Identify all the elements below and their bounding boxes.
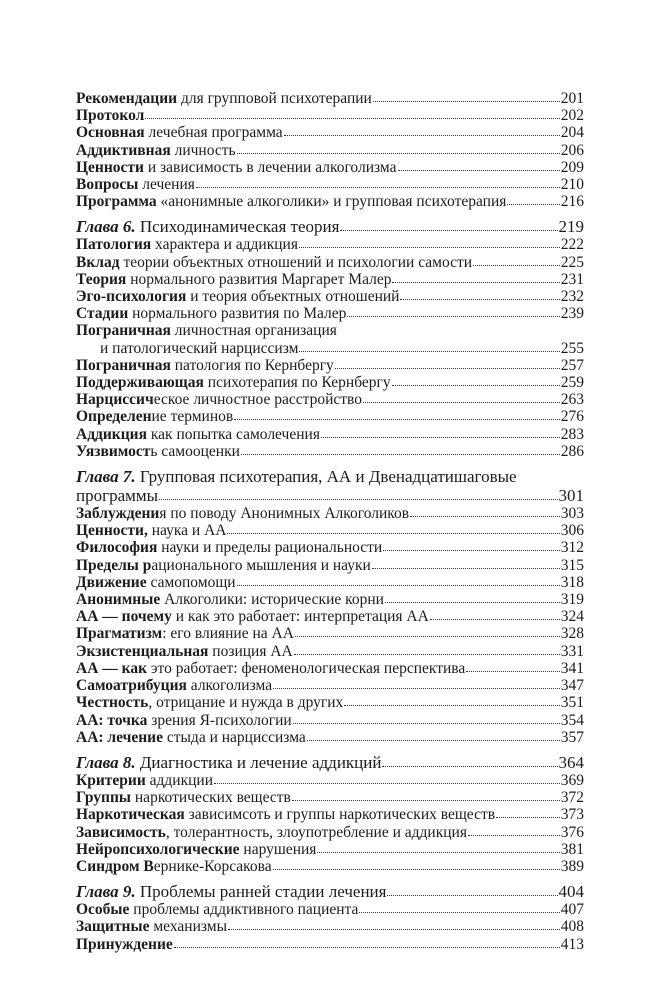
page-number: 328: [560, 625, 584, 643]
toc-entry[interactable]: [76, 936, 584, 953]
toc-entry[interactable]: [76, 408, 584, 425]
dot-leader: [400, 298, 559, 300]
toc-entry[interactable]: [76, 322, 584, 339]
entry-keyword: Патология: [76, 236, 152, 254]
toc-entry[interactable]: [76, 443, 584, 460]
entry-title: [76, 660, 465, 677]
entry-keyword: Теория: [76, 270, 127, 288]
toc-entry[interactable]: [76, 107, 584, 124]
page-number: 373: [560, 806, 584, 824]
entry-text: ационального мышления и науки: [151, 556, 371, 574]
page-number: 351: [560, 694, 584, 712]
chapter-section: [76, 217, 584, 460]
entry-keyword: Основная: [76, 124, 145, 142]
chapter-title: [76, 753, 381, 772]
entry-title: [76, 90, 372, 107]
page-number: 225: [560, 253, 584, 271]
entry-keyword: Эго-психология: [76, 288, 187, 306]
entry-text: и как это работает: интерпретация АА: [171, 608, 429, 626]
entry-title: [76, 625, 294, 642]
entry-text: науки и пределы рациональности: [157, 539, 383, 557]
table-of-contents: [76, 90, 584, 953]
entry-title: [76, 322, 337, 339]
entry-title: [76, 505, 409, 522]
entry-title: [76, 608, 429, 625]
dot-leader: [174, 946, 560, 948]
dot-leader: [273, 868, 560, 870]
entry-text: проблемы аддиктивного пациента: [129, 901, 359, 919]
chapter-title: [76, 217, 339, 236]
page-number: 303: [560, 505, 584, 523]
dot-leader: [340, 229, 557, 231]
dot-leader: [299, 246, 560, 248]
toc-entry[interactable]: [76, 824, 584, 841]
entry-text: «анонимные алкоголики» и групповая психотерапия: [156, 193, 507, 211]
entry-keyword: Ценности,: [76, 522, 148, 540]
entry-keyword: АА — как: [76, 659, 148, 677]
dot-leader: [373, 100, 560, 102]
dot-leader: [496, 816, 560, 818]
entry-title: [76, 643, 293, 660]
page-number: 259: [560, 374, 584, 392]
dot-leader: [234, 418, 560, 420]
page-number: 354: [560, 711, 584, 729]
toc-entry[interactable]: [76, 694, 584, 711]
page-number: 306: [560, 522, 584, 540]
chapter-label: Глава 6.: [76, 217, 136, 237]
chapter-label: Глава 9.: [76, 882, 136, 902]
toc-entry[interactable]: [76, 357, 584, 374]
toc-entry[interactable]: [76, 677, 584, 694]
entry-title: [76, 271, 391, 288]
entry-text: лечения: [138, 176, 195, 194]
toc-entry[interactable]: [76, 608, 584, 625]
entry-text-continuation: и патологический нарциссизм: [100, 339, 299, 357]
toc-entry[interactable]: [76, 789, 584, 806]
page-number: 341: [560, 659, 584, 677]
toc-entry[interactable]: [76, 391, 584, 408]
dot-leader: [295, 635, 560, 637]
entry-title: [76, 772, 213, 789]
toc-entry[interactable]: [76, 643, 584, 660]
toc-entry-continuation[interactable]: [76, 340, 584, 357]
entry-title: [76, 236, 298, 253]
entry-title: [76, 176, 195, 193]
toc-entry[interactable]: [76, 918, 584, 935]
page-number: 372: [560, 789, 584, 807]
toc-entry[interactable]: [76, 625, 584, 642]
entry-title: [76, 901, 358, 918]
entry-title: [76, 729, 306, 746]
page-number: 413: [560, 935, 584, 953]
page-number: 318: [560, 573, 584, 591]
page-number: 331: [560, 642, 584, 660]
dot-leader: [344, 704, 559, 706]
dot-leader: [159, 498, 557, 500]
entry-keyword: Синдром В: [76, 857, 154, 875]
page-number: 209: [560, 158, 584, 176]
toc-entry[interactable]: [76, 236, 584, 253]
page-number: 232: [560, 288, 584, 306]
dot-leader: [317, 851, 559, 853]
entry-keyword: Наркотическая: [76, 806, 185, 824]
dot-leader: [307, 739, 560, 741]
dot-leader: [321, 436, 560, 438]
entry-title: [76, 288, 399, 305]
toc-entry[interactable]: [76, 159, 584, 176]
page-number: 216: [560, 193, 584, 211]
entry-keyword: Философия: [76, 539, 158, 557]
toc-entry[interactable]: [76, 522, 584, 539]
dot-leader: [473, 264, 560, 266]
entry-text: самопомощи: [146, 573, 236, 591]
entry-text: зависимсоть и группы наркотических веществ: [184, 806, 496, 824]
toc-entry[interactable]: [76, 142, 584, 159]
toc-entry[interactable]: [76, 901, 584, 918]
page-number: 231: [560, 270, 584, 288]
entry-title: [76, 591, 384, 608]
toc-entry[interactable]: [76, 374, 584, 391]
entry-title: [76, 124, 283, 141]
entry-keyword: Вклад: [76, 253, 120, 271]
dot-leader: [292, 799, 560, 801]
entry-keyword: Принуждение: [76, 935, 173, 953]
entry-keyword: Критерии: [76, 771, 146, 789]
dot-leader: [398, 169, 560, 171]
entry-keyword: Движение: [76, 573, 147, 591]
dot-leader: [392, 384, 560, 386]
dot-leader: [387, 894, 557, 896]
entry-text: стыда и нарциссизма: [162, 728, 306, 746]
entry-text: , толерантность, злоупотребление и аддикция: [165, 823, 467, 841]
entry-keyword: Прагматизм: [76, 625, 163, 643]
chapter-name: Диагностика и лечение аддикций: [135, 752, 382, 772]
dot-leader: [410, 515, 560, 517]
entry-text: личностная организация: [170, 322, 337, 340]
entry-keyword: АА: точка: [76, 711, 148, 729]
toc-entry[interactable]: [76, 505, 584, 522]
toc-entry[interactable]: [76, 176, 584, 193]
chapter-heading[interactable]: [76, 753, 584, 772]
chapter-heading-continuation[interactable]: [76, 486, 584, 505]
toc-entry[interactable]: [76, 288, 584, 305]
chapter-section: [76, 882, 584, 953]
entry-text: ь самооценки: [150, 442, 240, 460]
entry-text: Алкоголики: исторические корни: [160, 591, 384, 609]
entry-text: психотерапия по Кернбергу: [203, 374, 391, 392]
page-number: 357: [560, 728, 584, 746]
chapter-label: Глава 7.: [76, 467, 136, 487]
entry-text: , отрицание и нужда в других: [148, 694, 344, 712]
page-number: 407: [560, 901, 584, 919]
dot-leader: [293, 722, 560, 724]
dot-leader: [359, 911, 559, 913]
page-number: 404: [558, 882, 584, 902]
entry-keyword: Рекомендации: [76, 90, 178, 107]
page-number: 312: [560, 539, 584, 557]
entry-keyword: Заблуждени: [76, 505, 160, 523]
page-number: 286: [560, 442, 584, 460]
dot-leader: [299, 350, 559, 352]
entry-title: [76, 391, 362, 408]
dot-leader: [227, 532, 559, 534]
entry-title: [76, 159, 397, 176]
entry-title: [76, 557, 371, 574]
entry-text: еское личностное расстройство: [153, 391, 362, 409]
entry-title: [76, 443, 240, 460]
page-number: 276: [560, 408, 584, 426]
dot-leader: [363, 401, 560, 403]
dot-leader: [145, 117, 559, 119]
entry-keyword: Протокол: [76, 107, 145, 125]
toc-entry[interactable]: [76, 660, 584, 677]
entry-text: характера и аддикция: [151, 236, 298, 254]
page-number: 201: [560, 90, 584, 107]
entry-keyword: Самоатрибуция: [76, 677, 187, 695]
entry-keyword: Поддерживающая: [76, 374, 204, 392]
toc-entry[interactable]: [76, 858, 584, 875]
entry-keyword: Уязвимост: [76, 442, 151, 460]
entry-title: [76, 539, 382, 556]
entry-keyword: Вопросы: [76, 176, 139, 194]
dot-leader: [392, 281, 559, 283]
page-number: 239: [560, 305, 584, 323]
entry-keyword: Особые: [76, 901, 130, 919]
toc-entry[interactable]: [76, 574, 584, 591]
entry-text: ие терминов: [151, 408, 234, 426]
entry-title: [76, 677, 272, 694]
entry-title: [76, 522, 226, 539]
toc-entry[interactable]: [76, 254, 584, 271]
page-number: 347: [560, 677, 584, 695]
page-number: 255: [560, 339, 584, 357]
chapter-title: [76, 882, 386, 901]
entry-keyword: Аддиктивная: [76, 141, 171, 159]
dot-leader: [237, 152, 560, 154]
chapter-title: [76, 467, 517, 486]
page-number: 283: [560, 425, 584, 443]
entry-text: зрения Я-психологии: [147, 711, 292, 729]
entry-title: [76, 841, 316, 858]
entry-text: я по поводу Анонимных Алкоголиков: [159, 505, 410, 523]
entry-text: наркотических веществ: [131, 789, 291, 807]
entry-text: и зависимость в лечении алкоголизма: [143, 158, 397, 176]
entry-keyword: Нарциссич: [76, 391, 154, 409]
toc-entry[interactable]: [76, 729, 584, 746]
entry-title: [76, 789, 291, 806]
dot-leader: [294, 653, 560, 655]
entry-title: [76, 305, 346, 322]
entry-title: [76, 824, 467, 841]
page-number: 315: [560, 556, 584, 574]
entry-title: [76, 574, 236, 591]
entry-text: : его влияние на АА: [162, 625, 294, 643]
entry-keyword: Пограничная: [76, 356, 171, 374]
dot-leader: [430, 618, 560, 620]
entry-text: нормального развития по Малер: [128, 305, 347, 323]
entry-keyword: Пределы р: [76, 556, 152, 574]
entry-title: [76, 193, 506, 210]
dot-leader: [273, 687, 560, 689]
chapter-name: Групповая психотерапия, АА и Двенадцатишаговые: [135, 467, 517, 487]
entry-title: [76, 918, 227, 935]
dot-leader: [241, 453, 560, 455]
toc-entry[interactable]: [76, 772, 584, 789]
entry-text: ернике-Корсакова: [153, 857, 272, 875]
page-number: 364: [558, 752, 584, 772]
chapter-label: Глава 8.: [76, 752, 136, 772]
chapter-heading[interactable]: [76, 217, 584, 236]
dot-leader: [214, 782, 560, 784]
entry-title: [76, 858, 272, 875]
entry-title: [76, 408, 233, 425]
dot-leader: [196, 186, 560, 188]
entry-keyword: Экзистенциальная: [76, 642, 209, 660]
dot-leader: [237, 584, 560, 586]
page-number: 369: [560, 771, 584, 789]
entry-title: [76, 107, 144, 124]
entry-text: аддикции: [145, 771, 214, 789]
page-number: 257: [560, 356, 584, 374]
dot-leader: [507, 203, 559, 205]
page-number: 381: [560, 840, 584, 858]
dot-leader: [382, 765, 557, 767]
entry-keyword: АА: лечение: [76, 728, 163, 746]
entry-keyword: Пограничная: [76, 322, 171, 340]
toc-entry[interactable]: [76, 806, 584, 823]
entry-title: [76, 426, 320, 443]
entry-title: [76, 142, 236, 159]
toc-entry[interactable]: [76, 426, 584, 443]
page-number: 210: [560, 176, 584, 194]
dot-leader: [468, 834, 560, 836]
chapter-heading[interactable]: [76, 882, 584, 901]
dot-leader: [385, 601, 560, 603]
dot-leader: [284, 134, 560, 136]
entry-keyword: Стадии: [76, 305, 129, 323]
entry-text: нарушения: [239, 840, 317, 858]
entry-keyword: Аддикция: [76, 425, 147, 443]
entry-title: [76, 694, 343, 711]
entry-keyword: АА — почему: [76, 608, 172, 626]
toc-entry[interactable]: [76, 539, 584, 556]
toc-entry[interactable]: [76, 90, 584, 107]
chapter-heading[interactable]: [76, 467, 584, 486]
entry-text: патология по Кернбергу: [170, 356, 334, 374]
page-number: 222: [560, 236, 584, 254]
dot-leader: [347, 315, 559, 317]
entry-title: [76, 712, 292, 729]
entry-text: это работает: феноменологическая перспектива: [147, 659, 466, 677]
entry-text: нормального развития Маргарет Малер: [126, 270, 392, 288]
dot-leader: [372, 567, 560, 569]
dot-leader: [228, 928, 560, 930]
entry-title: [76, 806, 495, 823]
entry-title: [76, 357, 334, 374]
toc-entry[interactable]: [76, 124, 584, 141]
dot-leader: [383, 549, 560, 551]
chapter-name: Проблемы ранней стадии лечения: [135, 882, 387, 902]
toc-entry[interactable]: [76, 712, 584, 729]
page-number: 219: [558, 217, 584, 237]
toc-section: [76, 90, 584, 210]
toc-entry[interactable]: [76, 305, 584, 322]
entry-text: личность: [170, 141, 236, 159]
entry-keyword: Ценности: [76, 158, 144, 176]
entry-text: теории объектных отношений и психологии самости: [119, 253, 473, 271]
page-number: 206: [560, 141, 584, 159]
toc-entry[interactable]: [76, 271, 584, 288]
entry-keyword: Нейропсихологические: [76, 840, 240, 858]
page-number: 389: [560, 857, 584, 875]
entry-title: [76, 254, 472, 271]
entry-title: [76, 374, 391, 391]
toc-entry[interactable]: [76, 841, 584, 858]
page-number: 202: [560, 107, 584, 125]
toc-entry[interactable]: [76, 591, 584, 608]
page-number: 376: [560, 823, 584, 841]
entry-title: [76, 936, 173, 953]
page-number: 319: [560, 591, 584, 609]
entry-keyword: Программа: [76, 193, 157, 211]
entry-keyword: Честность: [76, 694, 149, 712]
entry-text: механизмы: [149, 918, 227, 936]
page-number: 204: [560, 124, 584, 142]
entry-keyword: Анонимные: [76, 591, 161, 609]
dot-leader: [466, 670, 559, 672]
page-number: 408: [560, 918, 584, 936]
page-number: 263: [560, 391, 584, 409]
entry-keyword: Определен: [76, 408, 152, 426]
entry-keyword: Зависимость: [76, 823, 166, 841]
entry-text: как попытка самолечения: [146, 425, 320, 443]
chapter-section: [76, 753, 584, 875]
chapter-section: [76, 467, 584, 746]
chapter-name-continuation: программы: [76, 486, 159, 506]
entry-text: для групповой психотерапии: [177, 90, 372, 107]
entry-keyword: Защитные: [76, 918, 150, 936]
chapter-name: Психодинамическая теория: [135, 217, 340, 237]
entry-text: лечебная программа: [144, 124, 283, 142]
toc-entry[interactable]: [76, 557, 584, 574]
dot-leader: [335, 367, 560, 369]
entry-text: и теория объектных отношений: [186, 288, 400, 306]
entry-text: позиция АА: [208, 642, 293, 660]
toc-entry[interactable]: [76, 193, 584, 210]
page-number: 301: [558, 486, 584, 506]
entry-keyword: Группы: [76, 789, 132, 807]
entry-text: алкоголизма: [186, 677, 273, 695]
page-number: 324: [560, 608, 584, 626]
entry-text: наука и АА: [147, 522, 227, 540]
